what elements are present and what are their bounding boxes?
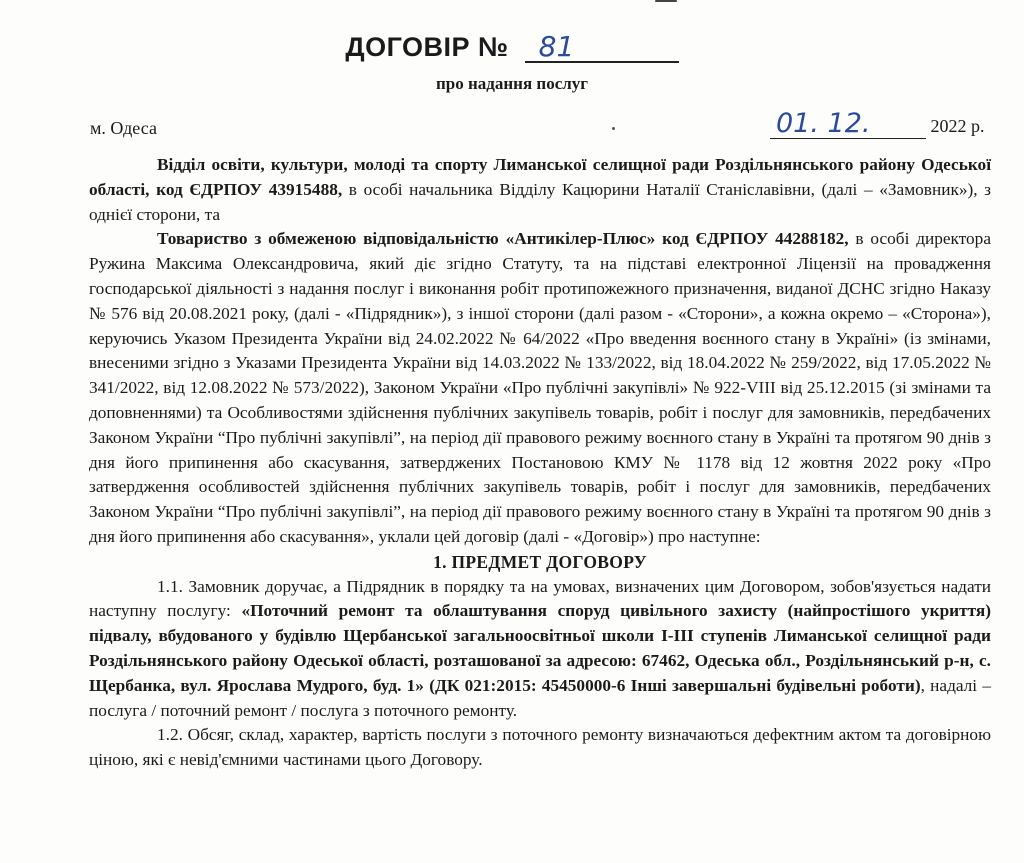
date-handwritten: 01. 12.	[770, 110, 926, 139]
contractor-name: Товариство з обмеженою відповідальністю «Антикілер-Плюс» код ЄДРПОУ 44288182,	[157, 229, 849, 249]
clause-1-1-service: «Поточний ремонт та облаштування споруд цивільного захисту (найпростішого укриття) підвалу, вбудованого у будівлю Щербанської загальноосвітньої школи І-ІІІ ступенів Лиманської селищної ради Роздільнянського району Одеської області, розташованої за адресою: 67462, Одеська обл., Роздільнянський р-н, с. Щербанка, вул. Ярослава Мудрого, буд. 1» (ДК 021:2015: 45450000-6 Інші завершальні будівельні роботи)	[89, 601, 991, 695]
date-block	[770, 110, 985, 139]
customer-name: Відділ освіти, культури, молоді та спорту Лиманської селищної ради Роздільнянського району Одеської області, код ЄДРПОУ 43915488,	[89, 155, 991, 199]
contractor-paragraph	[89, 227, 991, 549]
clause-1-1	[89, 575, 991, 724]
clause-1-1-start: 1.1. Замовник доручає, а Підрядник в порядку та на умовах, визначених цим Договором, зобов'язується надати наступну послугу:	[89, 576, 991, 621]
scan-dot	[612, 127, 615, 130]
customer-paragraph	[89, 153, 991, 227]
date-year: 2022 р.	[930, 116, 985, 136]
document-body	[89, 153, 991, 773]
clause-1-1-end: , надалі – послуга / поточний ремонт / послуга з поточного ремонту.	[89, 675, 991, 720]
city: м. Одеса	[90, 118, 157, 138]
section-heading: 1. ПРЕДМЕТ ДОГОВОРУ	[433, 551, 647, 572]
clause-1-2: 1.2. Обсяг, склад, характер, вартість послуги з поточного ремонту визначаються дефектним актом та договірною ціною, які є невід'ємними частинами цього Договору.	[89, 725, 991, 770]
contract-number: 81	[525, 33, 679, 63]
document-subtitle: про надання послуг	[435, 74, 589, 93]
customer-details: в особі начальника Відділу Кацюрини Наталії Станіславівни, (далі – «Замовник»), з однієї сторони, та	[89, 179, 992, 224]
title-block	[0, 32, 1024, 63]
document-title: ДОГОВІР №	[345, 32, 509, 62]
contractor-details: в особі директора Ружина Максима Олександровича, який діє згідно Статуту, та на підставі електронної Ліцензії на провадження господарської діяльності з надання послуг і виконання робіт протипожежного призначення, виданої ДСНС згідно Наказу № 576 від 20.08.2021 року, (далі - «Підрядник»), з іншої сторони (далі разом - «Сторони», а кожна окремо – «Сторона»), керуючись Указом Президента України від 24.02.2022 № 64/2022 «Про введення воєнного стану в Україні» (із змінами, внесеними згідно з Указами Президента України від 14.03.2022 № 133/2022, від 18.04.2022 № 259/2022, від 17.05.2022 № 341/2022, від 12.08.2022 № 573/2022), Законом України «Про публічні закупівлі» № 922-VIII від 25.12.2015 (зі змінами та доповненнями) та Особливостями здійснення публічних закупівель товарів, робіт і послуг для замовників, передбачених Законом України “Про публічні закупівлі”, на період дії правового режиму воєнного стану в Україні та протягом 90 днів з дня його припинення або скасування, затверджених Постановою КМУ № 1178 від 12 жовтня 2022 року «Про затвердження особливостей здійснення публічних закупівель товарів, робіт і послуг для замовників, передбачених Законом України “Про публічні закупівлі”, на період дії правового режиму воєнного стану в Україні та протягом 90 днів з дня його припинення або скасування», уклали цей договір (далі - «Договір») про наступне:	[89, 229, 991, 546]
scan-mark	[655, 0, 677, 2]
